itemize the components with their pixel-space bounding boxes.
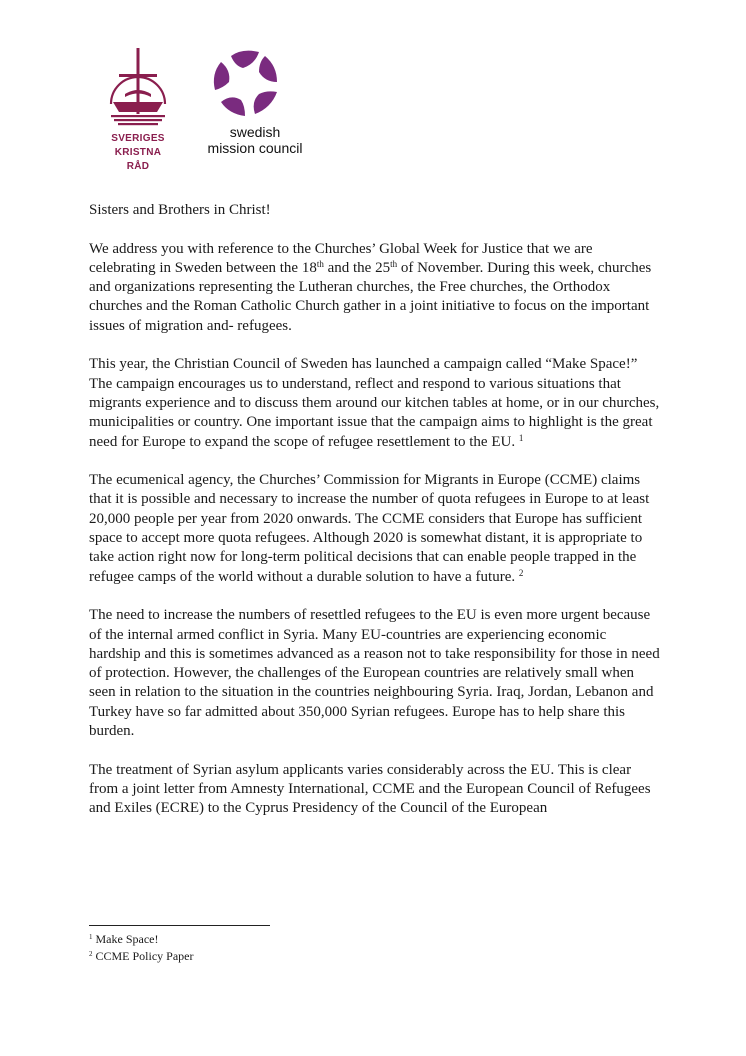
footnote-number: 2 (89, 950, 93, 958)
footnote-2 (89, 948, 489, 965)
sveriges-kristna-rad-logo (103, 44, 173, 172)
p3-text: The ecumenical agency, the Churches’ Commission for Migrants in Europe (CCME) claims that it is possible and necessary to increase the number of quota refugees in Europe to at least 20,000 people per year from 2020 onwards. The CCME considers that Europe has sufficient space to accept more quota refugees. Although 2020 is somewhat distant, it is appropriate to take action right now for long-term political decisions that can enable people trapped in the refugee camps of the world without a durable solution to have a future. (89, 472, 650, 585)
footnote-number: 1 (89, 933, 93, 941)
paragraph-2 (89, 355, 661, 451)
petal-ring-icon (209, 46, 283, 120)
footnote-ref-2: 2 (518, 567, 524, 578)
header-logos (103, 44, 323, 172)
paragraph-4: The need to increase the numbers of resettled refugees to the EU is even more urgent because of the internal armed conflict in Syria. Many EU-countries are experiencing economic hardship and this is sometimes advanced as a reason not to take responsibility for those in need of protection. However, the challenges of the European countries are relatively small when seen in relation to the situation in the countries neighbouring Syria. Iraq, Jordan, Lebanon and Turkey have so far admitted about 350,000 Syrian refugees. Europe has to help share this burden. (89, 607, 660, 740)
p1-text-c: of November. During this week, churches and organizations representing the Lutheran churches, the Free churches, the Orthodox churches and the Roman Catholic Church gather in a joint initiative to focus on the important issues of migration and- refugees. (89, 259, 652, 334)
logo-line-1: swedish (229, 124, 281, 140)
cross-ship-icon (103, 44, 173, 132)
paragraph-3 (89, 471, 661, 587)
footnotes (89, 931, 489, 965)
footnote-text: CCME Policy Paper (95, 949, 194, 963)
swedish-mission-council-logo (195, 44, 315, 160)
logo-line-2: mission council (207, 140, 303, 156)
letter-body (89, 201, 661, 838)
paragraph-1 (89, 240, 661, 336)
p2-text: This year, the Christian Council of Sweden has launched a campaign called “Make Space!” The campaign encourages us to understand, reflect and respond to various situations that migrants experience and to discuss them around our kitchen tables at home, or in our churches, municipalities or country. One important issue that the campaign aims to highlight is the great need for Europe to expand the scope of refugee resettlement to the EU. (89, 356, 660, 450)
footnote-1 (89, 931, 489, 948)
footnote-divider (89, 925, 270, 926)
footnote-text: Make Space! (95, 932, 159, 946)
logo-line-2: KRISTNA RÅD (114, 147, 162, 172)
paragraph-5: The treatment of Syrian asylum applicants varies considerably across the EU. This is clear from a joint letter from Amnesty International, CCME and the European Council of Refugees and Exiles (ECRE) to the Cyprus Presidency of the Council of the European (89, 761, 651, 817)
p1-text-a: We address you with reference to the Churches’ Global Week for Justice that we are celebrating in Sweden between the 18 (89, 240, 593, 276)
logo-line-1: SVERIGES (111, 133, 165, 144)
p1-sup-1: th (316, 258, 324, 269)
p1-sup-2: th (390, 258, 398, 269)
salutation: Sisters and Brothers in Christ! (89, 202, 271, 218)
footnote-ref-1: 1 (518, 432, 524, 443)
p1-text-b: and the 25 (323, 259, 391, 276)
